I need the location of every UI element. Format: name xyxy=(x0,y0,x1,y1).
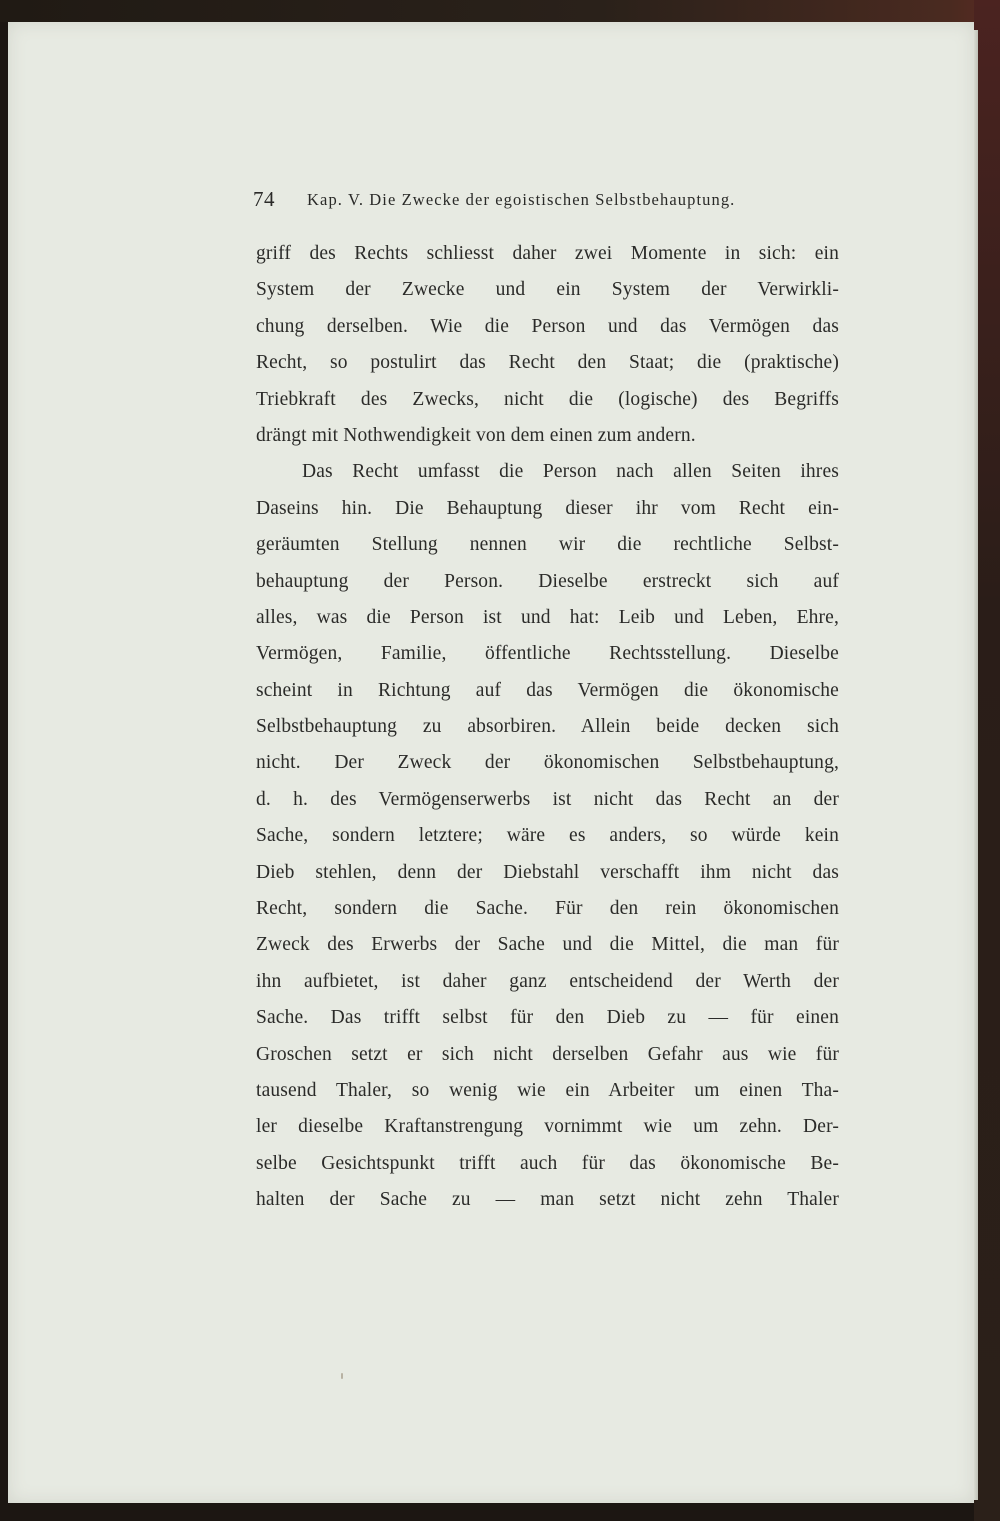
text-line: System der Zwecke und ein System der Verwirkli- xyxy=(256,279,839,301)
text-line: nicht. Der Zweck der ökonomischen Selbstbehauptung, xyxy=(256,752,839,774)
text-line: drängt mit Nothwendigkeit von dem einen zum andern. xyxy=(256,424,696,446)
page-edge xyxy=(974,30,978,1500)
text-line: Daseins hin. Die Behauptung dieser ihr vom Recht ein- xyxy=(256,497,839,519)
text-line: selbe Gesichtspunkt trifft auch für das ökonomische Be- xyxy=(256,1152,839,1174)
text-line: griff des Rechts schliesst daher zwei Momente in sich: ein xyxy=(256,243,839,264)
text-line: ler dieselbe Kraftanstrengung vornimmt wie um zehn. Der- xyxy=(256,1116,839,1138)
body-text xyxy=(256,236,839,1219)
paragraph-start-line: Das Recht umfasst die Person nach allen Seiten ihres xyxy=(302,461,839,483)
text-line: Sache. Das trifft selbst für den Dieb zu — für einen xyxy=(256,1007,839,1029)
text-line: halten der Sache zu — man setzt nicht zehn Thaler xyxy=(256,1189,839,1211)
text-line: d. h. des Vermögenserwerbs ist nicht das Recht an der xyxy=(256,788,839,810)
text-line: behauptung der Person. Dieselbe erstreckt sich auf xyxy=(256,570,839,592)
scan-border-top xyxy=(0,0,1000,22)
text-line: Recht, so postulirt das Recht den Staat; die (praktische) xyxy=(256,352,839,374)
text-line: Groschen setzt er sich nicht derselben Gefahr aus wie für xyxy=(256,1043,839,1065)
text-line: Recht, sondern die Sache. Für den rein ökonomischen xyxy=(256,898,839,920)
text-line: Sache, sondern letztere; wäre es anders, so würde kein xyxy=(256,825,839,847)
text-line: ihn aufbietet, ist daher ganz entscheidend der Werth der xyxy=(256,970,839,992)
text-line: Vermögen, Familie, öffentliche Rechtsstellung. Dieselbe xyxy=(256,643,839,665)
text-line: scheint in Richtung auf das Vermögen die ökonomische xyxy=(256,679,839,701)
text-line: tausend Thaler, so wenig wie ein Arbeiter um einen Tha- xyxy=(256,1079,839,1101)
text-line: chung derselben. Wie die Person und das Vermögen das xyxy=(256,315,839,337)
text-line: Zweck des Erwerbs der Sache und die Mittel, die man für xyxy=(256,934,839,956)
text-line: alles, was die Person ist und hat: Leib und Leben, Ehre, xyxy=(256,606,839,628)
paper-speck xyxy=(341,1373,343,1379)
running-head xyxy=(253,187,843,217)
text-line: Dieb stehlen, denn der Diebstahl verschafft ihm nicht das xyxy=(256,861,839,883)
text-line: geräumten Stellung nennen wir die rechtliche Selbst- xyxy=(256,534,839,556)
text-line: Triebkraft des Zwecks, nicht die (logische) des Begriffs xyxy=(256,388,839,410)
running-title: Kap. V. Die Zwecke der egoistischen Selbstbehauptung. xyxy=(307,190,736,209)
page-number: 74 xyxy=(253,187,275,211)
text-line: Selbstbehauptung zu absorbiren. Allein beide decken sich xyxy=(256,716,839,738)
